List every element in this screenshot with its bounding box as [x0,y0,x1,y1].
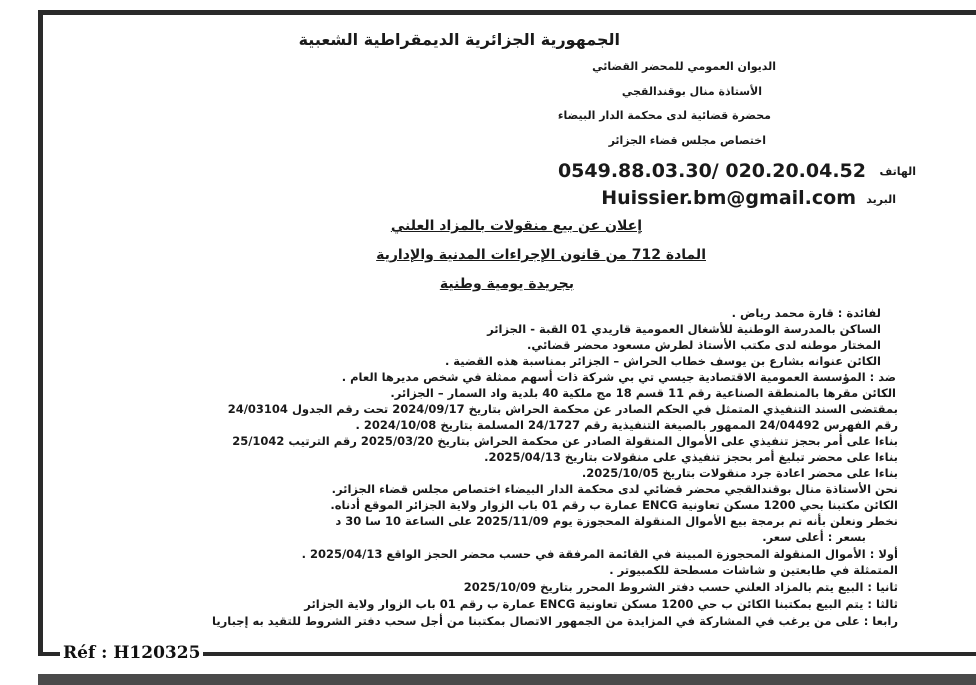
office-name: الديوان العمومي للمحضر القضائي [592,60,776,73]
defendant-line: ضد : المؤسسة العمومية الاقتصادية جيسي تي بي شركة ذات أسهم ممثلة في شخص مديرها العام . [341,370,896,384]
body-line: بمقتضى السند التنفيذي المتمثل في الحكم الصادر عن محكمة الحراش بتاريخ 2024/09/17 تحت رقم الجدول 24/03104 [227,402,898,416]
beneficiary-line: لفائدة : قارة محمد رياض . [731,306,881,320]
newspaper-note: بجريدة يومية وطنية [439,276,574,292]
body-line: رقم الفهرس 24/04492 الممهور بالصيغة التنفيذية رقم 24/1727 المسلمة بتاريخ 2024/10/08 . [355,418,898,432]
body-line: بناءا على محضر اعادة جرد منقولات بتاريخ 2025/10/05. [581,466,898,480]
jurisdiction: اختصاص مجلس قضاء الجزائر [608,134,766,147]
footer-bar [38,674,976,685]
email-label: البريد [866,193,896,206]
body-line: الكائن عنوانه بشارع بن يوسف خطاب الحراش – الجزائر بمناسبة هذه القضية . [444,354,881,368]
body-line: الكائن مكتبنا بحي 1200 مسكن تعاونية ENCG عمارة ب رقم 01 باب الزوار ولاية الجزائر الموقع أدناه. [330,498,898,512]
body-line: بناءا على أمر بحجز تنفيذي على الأموال المنقولة الصادر عن محكمة الحراش بتاريخ 2025/03/20 رقم الترتيب 25/1042 [232,434,898,448]
reference-number: Réf : H120325 [60,643,203,663]
fourth-clause: رابعا : على من يرغب في المشاركة في المزايدة من الجمهور الاتصال بمكتبنا من أجل سحب دفتر الشروط للتقيد به إجباريا [212,614,898,628]
top-border-rule [38,10,976,15]
announcement-article: المادة 712 من قانون الإجراءات المدنية والإدارية [376,247,706,263]
body-line: المتمثلة في طابعتين و شاشات مسطحة للكمبيوتر . [609,563,898,577]
first-clause: أولا : الأموال المنقولة المحجوزة المبينة في القائمة المرفقة في حسب محضر الحجز الواقع 2025/04/13 . [301,547,898,561]
body-line: الساكن بالمدرسة الوطنية للأشغال العمومية قاريدي 01 القبة - الجزائر [487,322,881,336]
body-line: الكائن مقرها بالمنطقة الصناعية رقم 11 قسم 18 مج ملكية 40 بلدية واد السمار – الجزائر. [390,386,896,400]
court-name: محضرة قضائية لدى محكمة الدار البيضاء [557,109,771,122]
officer-name: الأستاذة منال بوقندالقجي [621,85,762,98]
republic-heading: الجمهورية الجزائرية الديمقراطية الشعبية [298,30,620,49]
body-line: المختار موطنه لدى مكتب الأستاذ لطرش مسعود محضر قضائي. [526,338,881,352]
body-line: بناءا على محضر تبليغ أمر بحجز تنفيذي على منقولات بتاريخ 2025/04/13. [484,450,898,464]
email-address: Huissier.bm@gmail.com [601,187,856,209]
phone-number: 0549.88.03.30/ 020.20.04.52 [557,160,866,182]
announcement-title: إعلان عن بيع منقولات بالمزاد العلني [390,218,642,234]
price-line: بسعر : أعلى سعر. [762,530,866,544]
left-border-rule [38,10,43,655]
sale-date-line: نخطر ونعلن بأنه تم برمجة بيع الأموال المنقولة المحجوزة يوم 2025/11/09 على الساعة 10 سا 30 د [335,514,898,528]
third-clause: ثالثا : يتم البيع بمكتبنا الكائن ب حي 1200 مسكن تعاونية ENCG عمارة ب رقم 01 باب الزوار ولاية الجزائر [304,597,898,611]
second-clause: ثانيا : البيع يتم بالمزاد العلني حسب دفتر الشروط المحرر بتاريخ 2025/10/09 [463,580,898,594]
phone-label: الهاتف [879,165,916,178]
body-line: نحن الأستاذة منال بوقندالقجي محضر قضائي لدى محكمة الدار البيضاء اختصاص مجلس قضاء الجزائر. [331,482,898,496]
